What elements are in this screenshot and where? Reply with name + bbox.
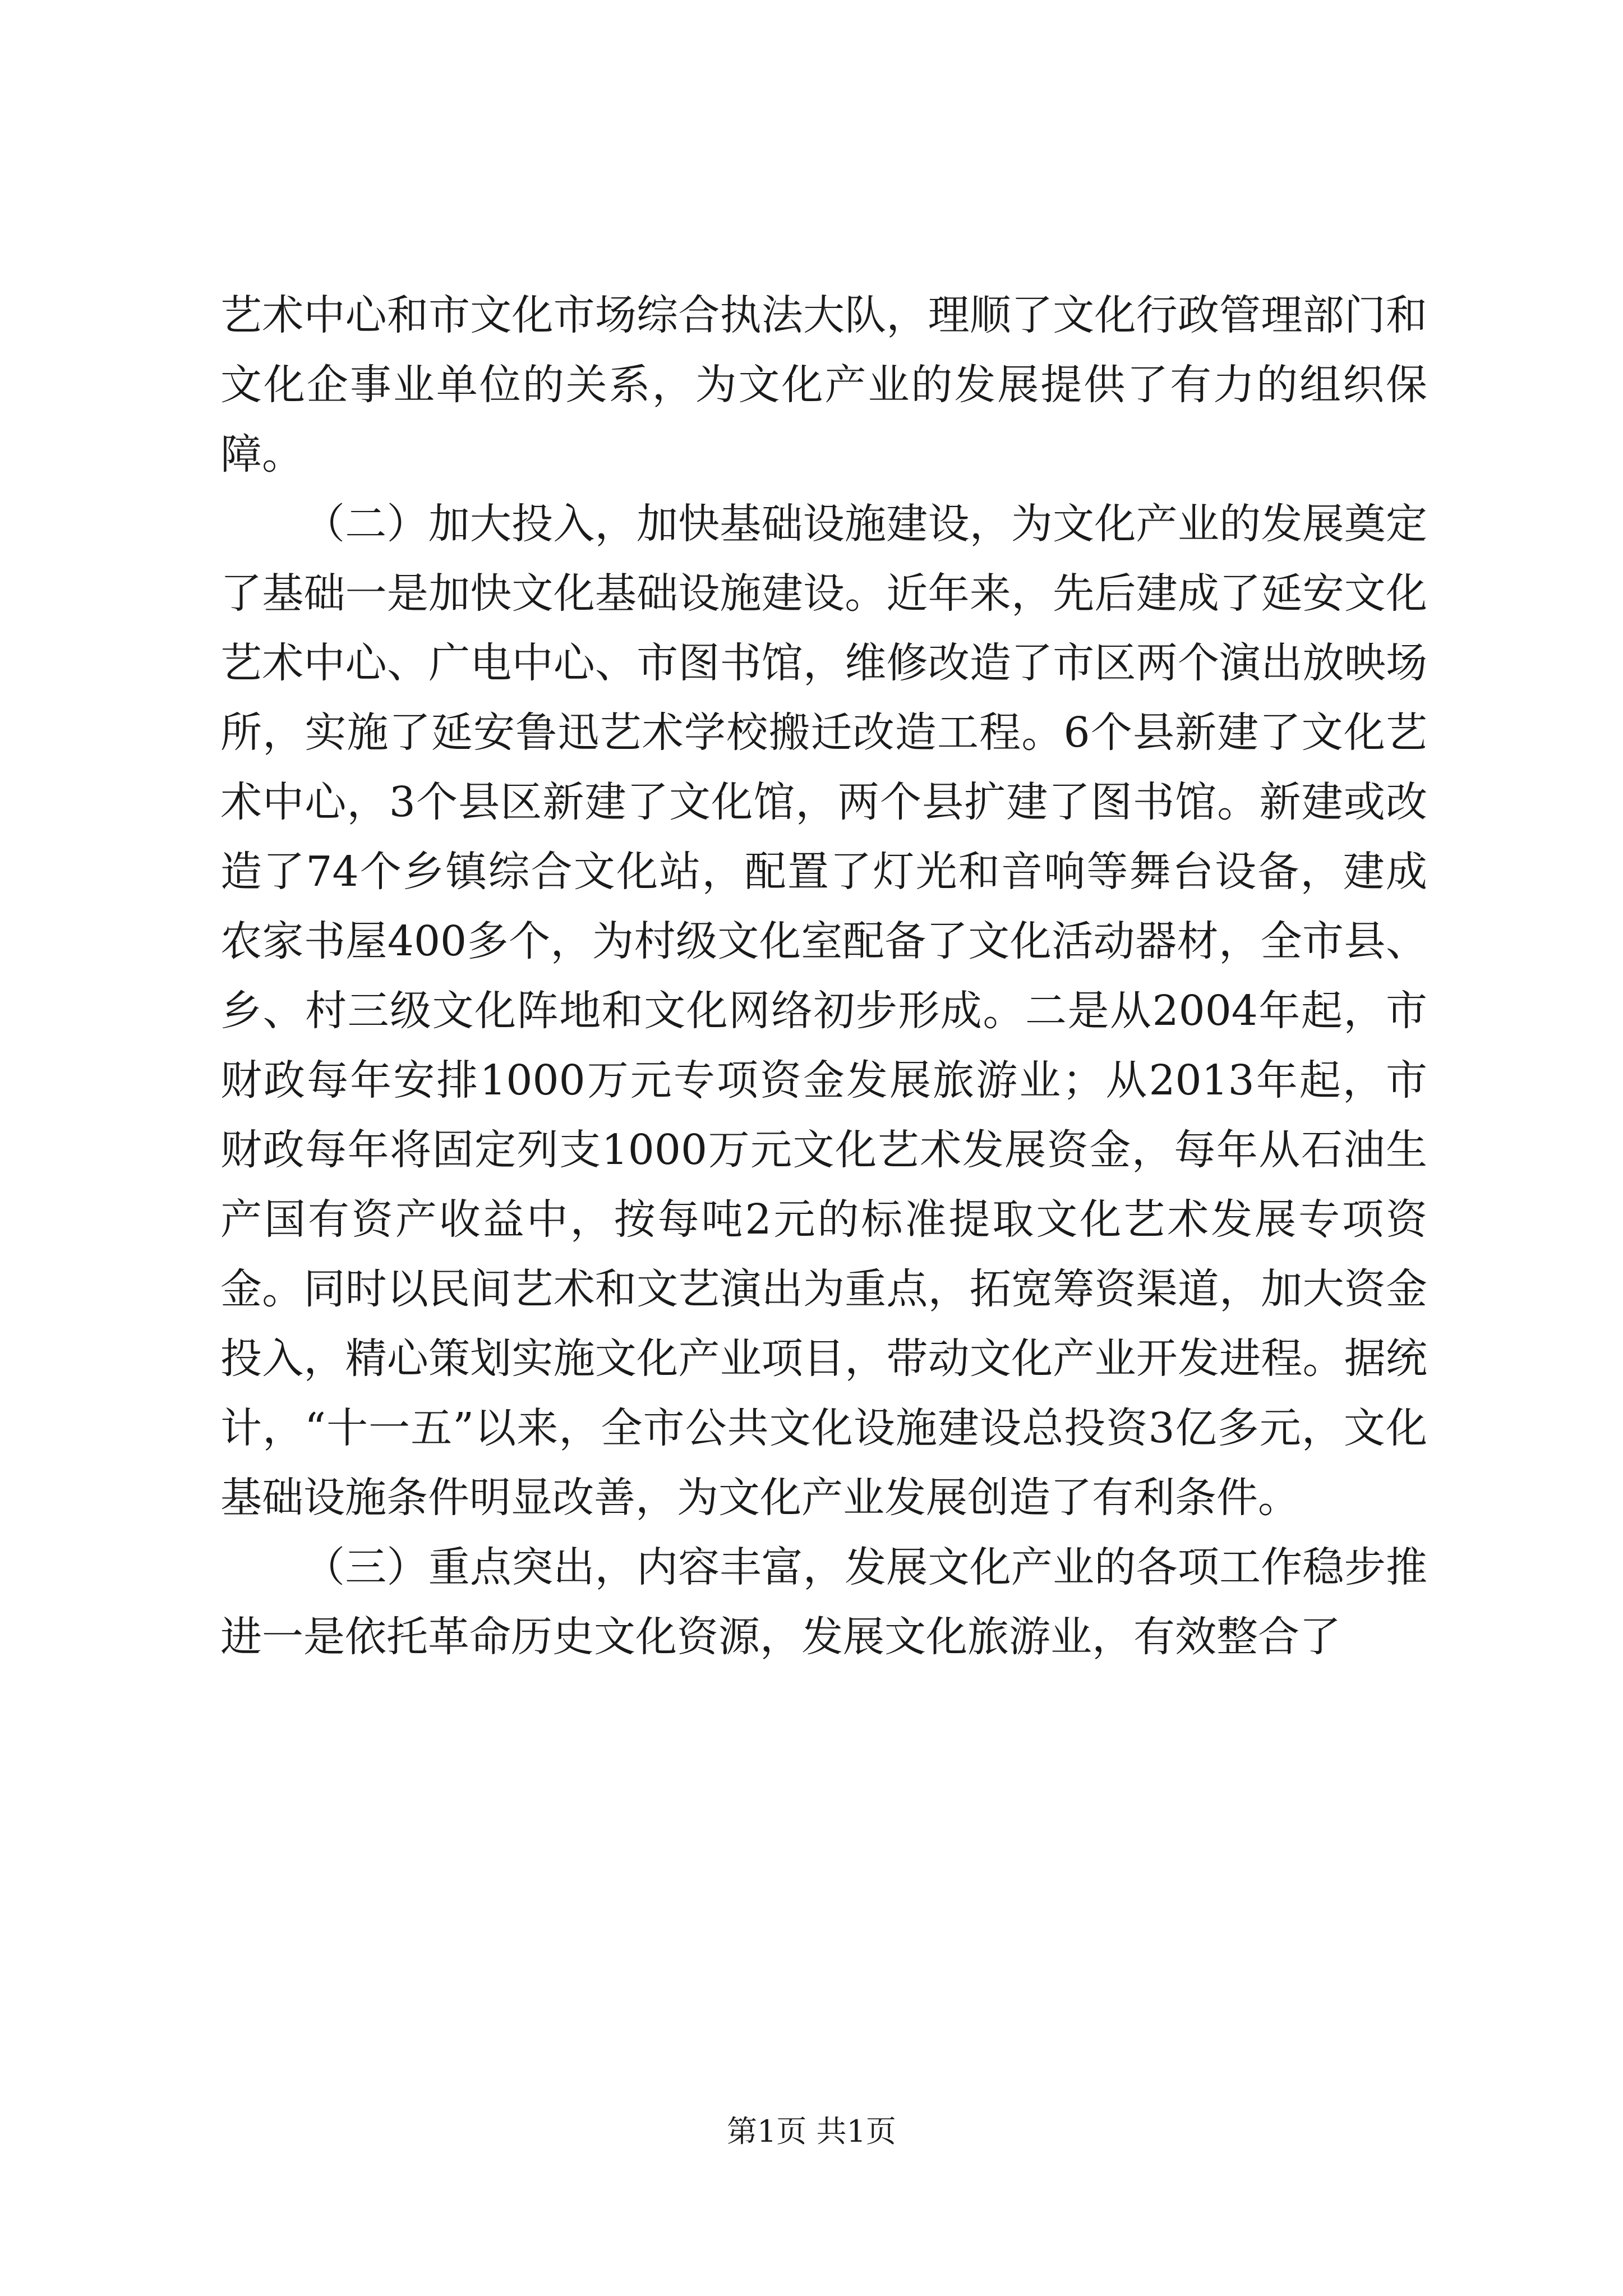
paragraph-3: （三）重点突出，内容丰富，发展文化产业的各项工作稳步推进一是依托革命历史文化资源，发展文化旅游业，有效整合了 bbox=[220, 1543, 1427, 1661]
page-footer: 第1页 共1页 bbox=[727, 2114, 896, 2149]
paragraph-1: 艺术中心和市文化市场综合执法大队，理顺了文化行政管理部门和文化企事业单位的关系，为文化产业的发展提供了有力的组织保障。 bbox=[220, 291, 1427, 478]
paragraph-2: （二）加大投入，加快基础设施建设，为文化产业的发展奠定了基础一是加快文化基础设施建设。近年来，先后建成了延安文化艺术中心、广电中心、市图书馆，维修改造了市区两个演出放映场所，实施了延安鲁迅艺术学校搬迁改造工程。6个县新建了文化艺术中心，3个县区新建了文化馆，两个县扩建了图书馆。新建或改造了74个乡镇综合文化站，配置了灯光和音响等舞台设备，建成农家书屋400多个，为村级文化室配备了文化活动器材，全市县、乡、村三级文化阵地和文化网络初步形成。二是从2004年起，市财政每年安排1000万元专项资金发展旅游业；从2013年起，市财政每年将固定列支1000万元文化艺术发展资金，每年从石油生产国有资产收益中，按每吨2元的标准提取文化艺术发展专项资金。同时以民间艺术和文艺演出为重点，拓宽筹资渠道，加大资金投入，精心策划实施文化产业项目，带动文化产业开发进程。据统计，“十一五”以来，全市公共文化设施建设总投资3亿多元，文化基础设施条件明显改善，为文化产业发展创造了有利条件。 bbox=[220, 500, 1427, 1522]
document-body bbox=[220, 280, 1427, 1672]
